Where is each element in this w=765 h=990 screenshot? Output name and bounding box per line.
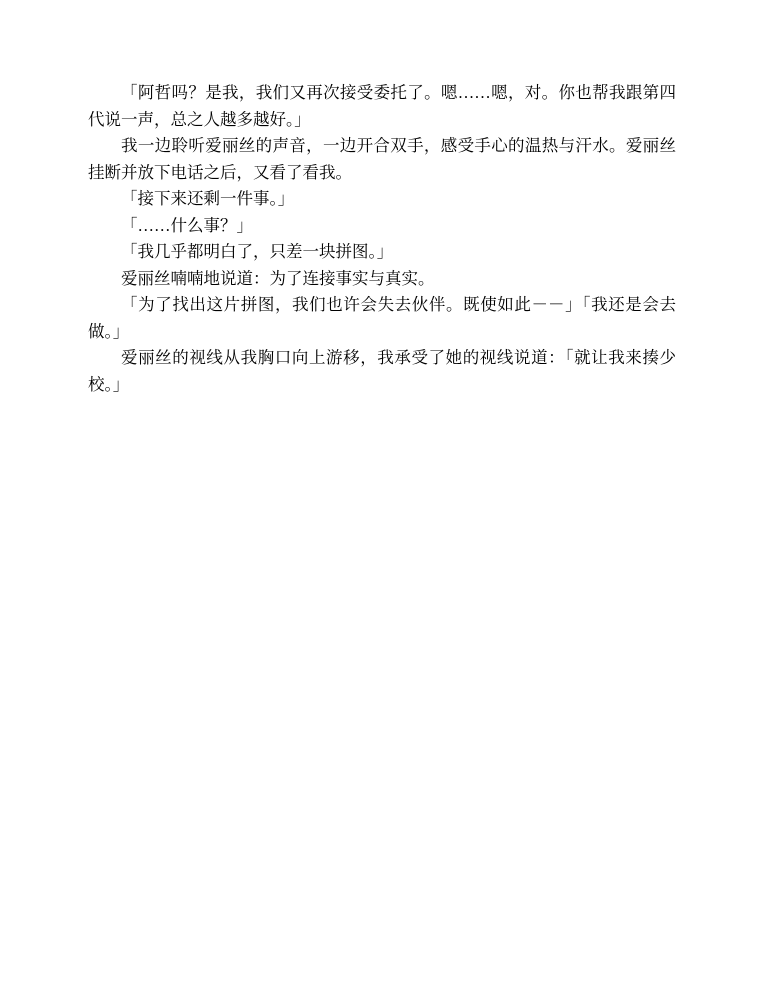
- paragraph: 爱丽丝的视线从我胸口向上游移，我承受了她的视线说道：「就让我来揍少校。」: [88, 348, 676, 394]
- paragraph: 「我几乎都明白了，只差一块拼图。」: [121, 242, 394, 261]
- document-text-body: [88, 80, 676, 398]
- paragraph: 「为了找出这片拼图，我们也许会失去伙伴。既使如此－－」「我还是会去做。」: [88, 295, 676, 341]
- paragraph: 爱丽丝喃喃地说道：为了连接事实与真实。: [121, 268, 435, 288]
- paragraph: 「接下来还剩一件事。」: [121, 189, 295, 208]
- paragraph: 「阿哲吗？是我，我们又再次接受委托了。嗯……嗯，对。你也帮我跟第四代说一声，总之人越多越好。」: [88, 83, 676, 129]
- paragraph: 「……什么事？」: [121, 215, 253, 235]
- paragraph: 我一边聆听爱丽丝的声音，一边开合双手，感受手心的温热与汗水。爱丽丝挂断并放下电话之后，又看了看我。: [88, 136, 676, 182]
